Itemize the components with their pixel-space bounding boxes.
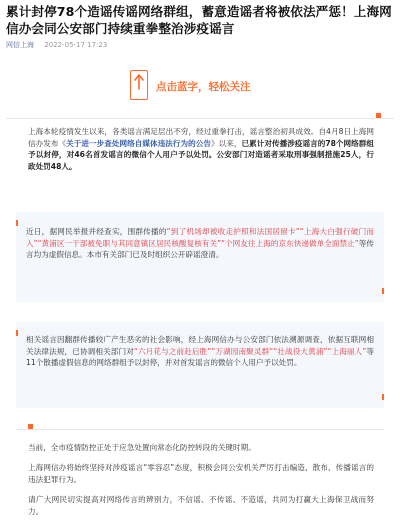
divider-accent [28,424,33,429]
article-meta [6,40,107,50]
account-name-link[interactable]: 网信上海 [6,41,34,49]
quote-card-groups [16,322,384,408]
follow-banner[interactable] [126,70,278,102]
publish-date: 2022-05-17 17:23 [44,41,108,49]
arrow-up-icon [130,70,148,100]
follow-prompt: 点击蓝字，轻松关注 [156,81,251,93]
divider-accent [376,113,381,118]
divider [16,429,384,430]
article-title: 累计封停78个造谣传谣网络群组，蓄意造谣者将被依法严惩！上海网信办会同公安部门持续重拳整治涉疫谣言 [6,4,392,36]
quote-card-text: 相关谣言因翻群传播较广产生恶劣的社会影响，经上海网信办与公安部门依法溯源调查，依据互联网相关法律法规，已协调相关部门对“六月花与之前赴后胜”“万湖园南聚灵群”“壮战役大黄浦”“上海丽人”等11个散播虚假信息的网络群组予以封停，并对首发谣言的微信个人用户予以处罚。 [26,335,375,367]
appeal-paragraph: 请广大网民切实提高对网络传言的辨别力，不信谣、不传谣、不造谣，共同为打赢大上海保卫战而努力。 [28,495,374,516]
commitment-paragraph: 上海网信办将始终坚持对涉疫谣言“零容忍”态度，积极会同公安机关严厉打击编造、散布、传播谣言的违法犯罪行为。 [28,463,374,484]
announcement-link[interactable]: 关于进一步查处网络自媒体违法行为的公告 [66,138,211,148]
quote-card-text: 近日，据网民举报并经查实，围群传播的“到了机场却被收走护照和法国居留卡”“上海大白强行破门而入”“黄浦区一干部被免职与其同意镇区居民核酸复核有关”“个网友往上海的京东快递做单全面禁止”等传言均为虚假信息。本市有关部门已及时组织公开辟谣澄清。 [26,227,375,259]
status-paragraph: 当前，全市疫情防控正处于应急处置向常态化防控转段的关键时期。 [28,443,256,452]
intro-paragraph: 上海本轮疫情发生以来，各类谣言满足层出不穷，经过重拳打击，谣言整治初具成效。自4月8日上海网信办发布《关于进一步查处网络自媒体违法行为的公告》以来，已累计对传播涉疫谣言的78个网络群组予以封停，对46名首发谣言的微信个人用户予以处罚。公安部门对造谣者采取刑事强制措施25人，行政处罚48人。 [28,127,375,171]
divider [6,118,394,119]
quote-card-rumors [16,212,384,302]
